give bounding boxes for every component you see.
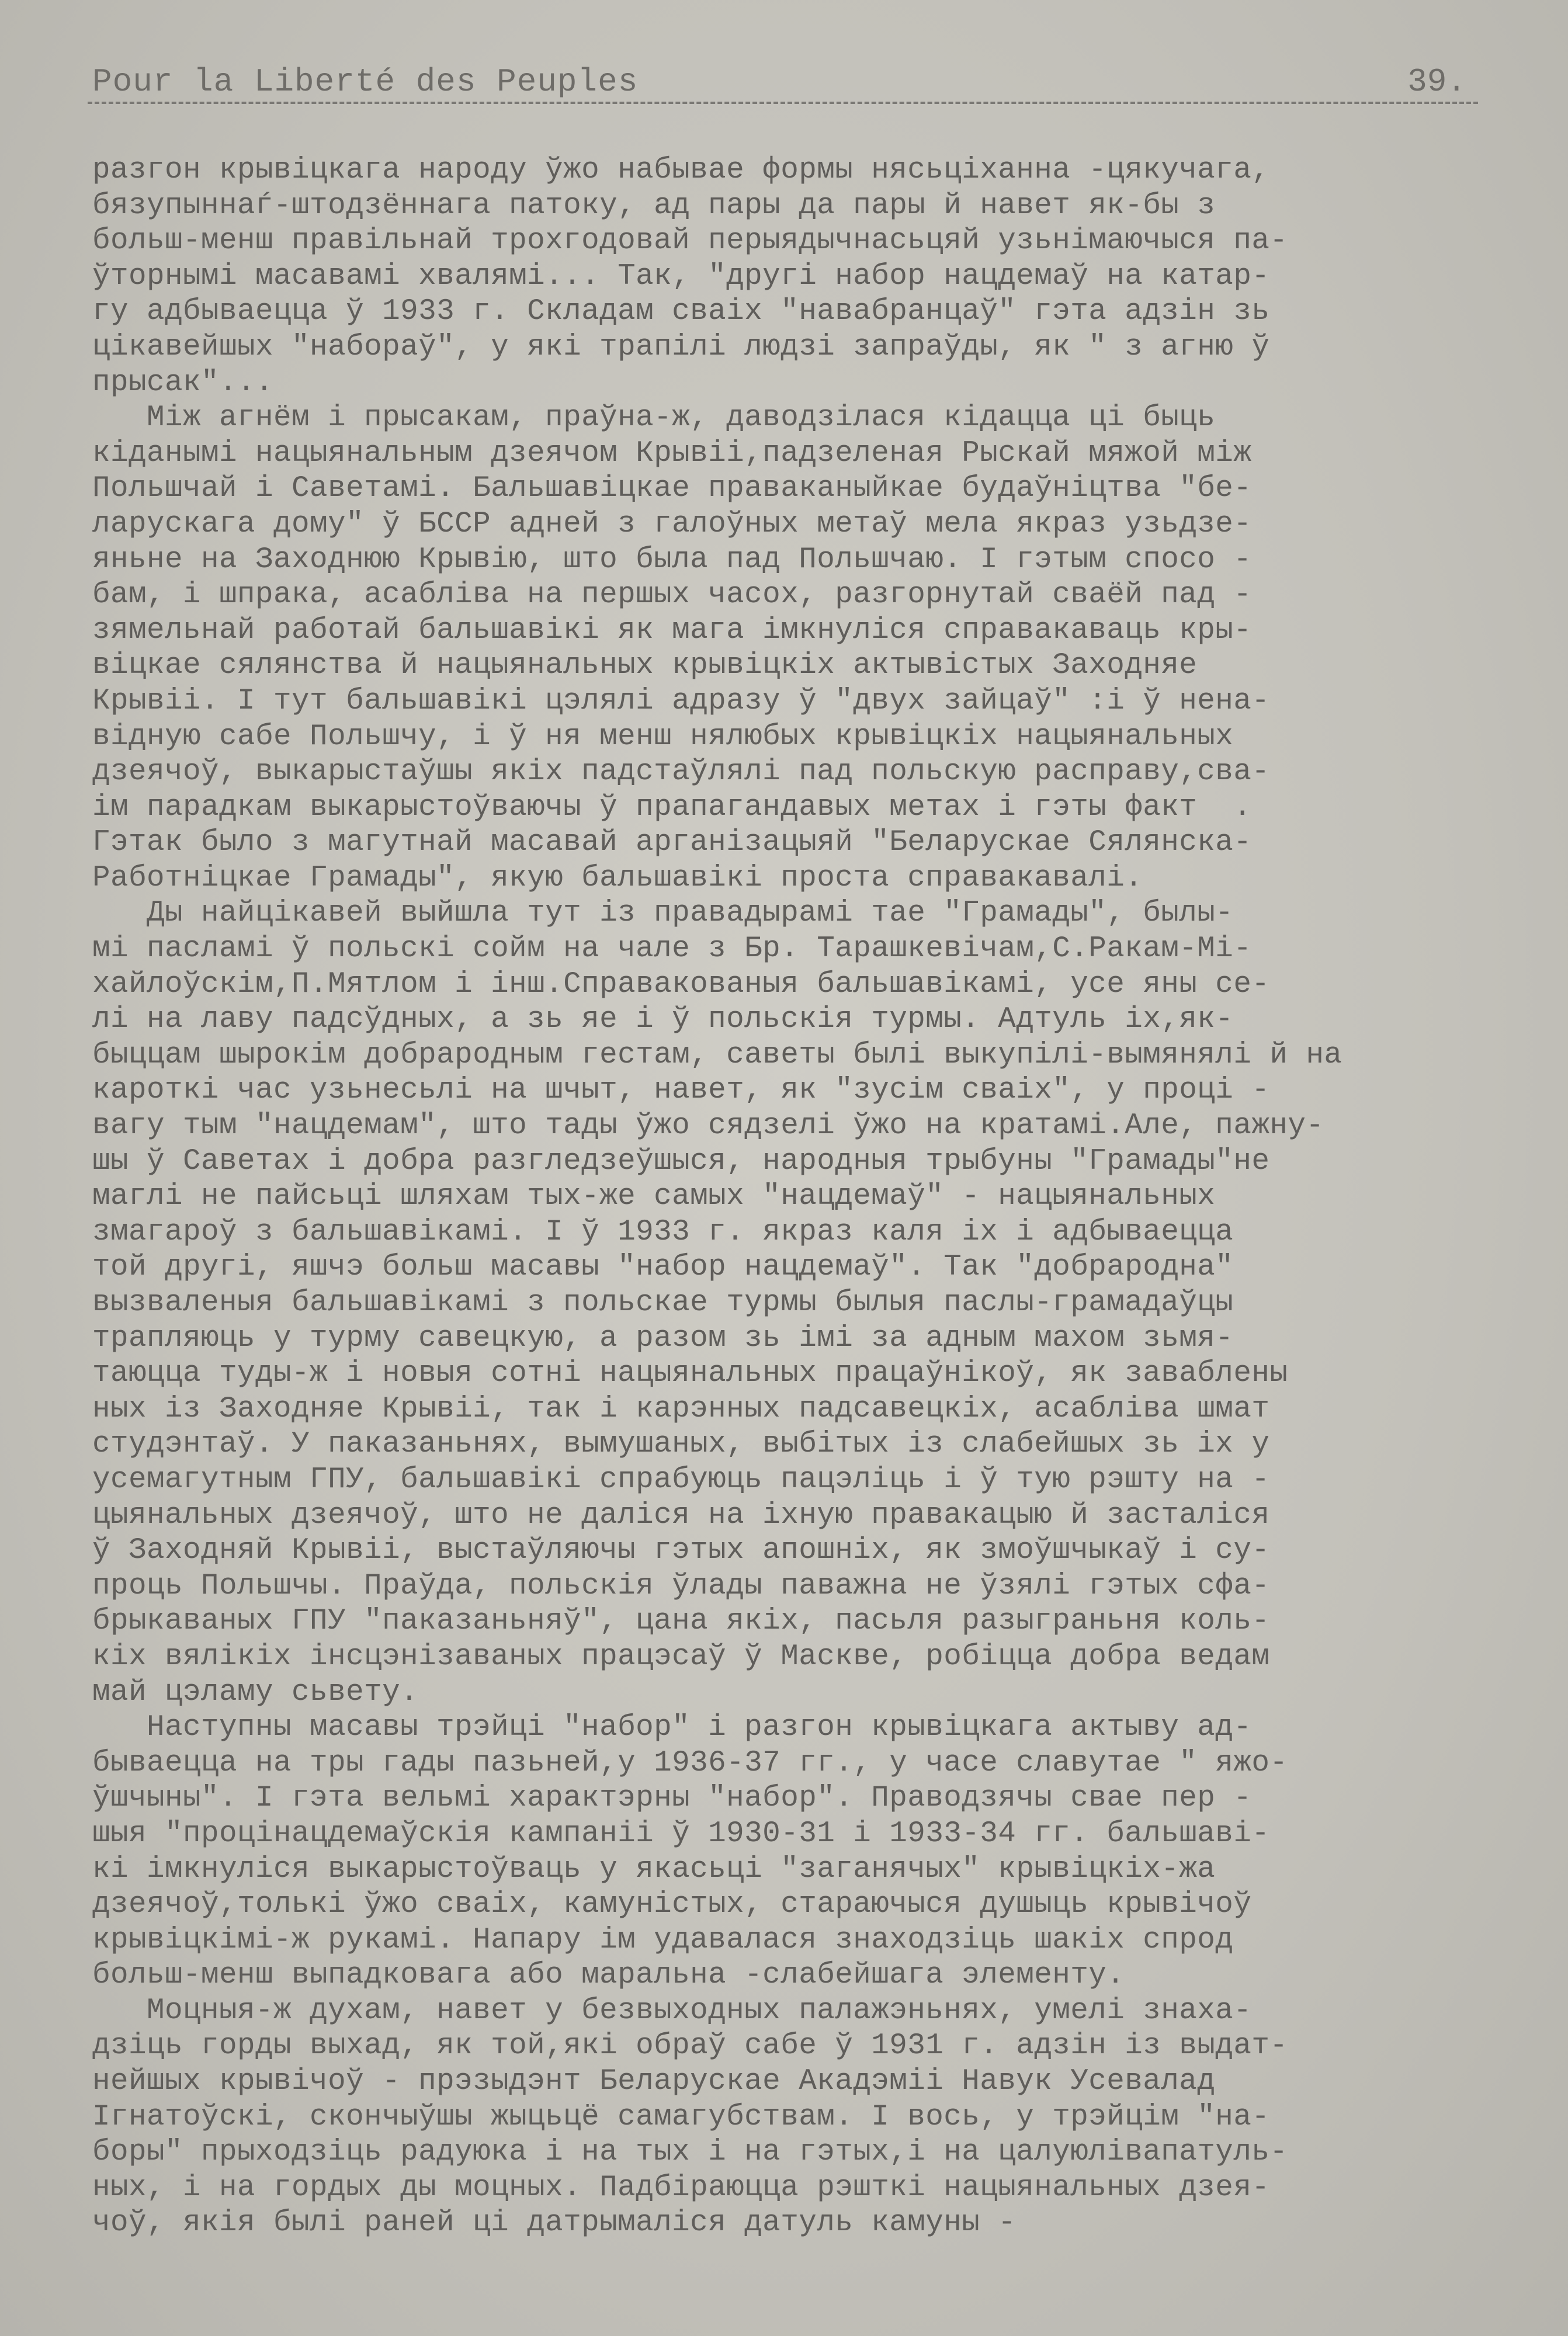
text-line: дзіць горды выхад, як той,які обраў сабе ў 1931 г. адзін із выдат- [92,2029,1288,2063]
text-line: нейшых крывічоў - прэзыдэнт Беларускае Акадэміі Навук Усевалад [92,2065,1216,2099]
text-line: вызваленыя бальшавікамі з польскае турмы былыя паслы-грамадаўцы [92,1286,1234,1320]
text-line: боры" прыходзіць радуюка і на тых і на гэтых,і на цалуюлівапатуль- [92,2136,1288,2170]
text-line: Ігнатоўскі, скончыўшы жыцьцё самагубствам. І вось, у трэйцім "на- [92,2100,1270,2134]
text-line: Між агнём і прысакам, праўна-ж, даводзілася кідацца ці быць [92,401,1216,435]
text-line: брыкаваных ГПУ "паказаньняў", цана якіх, пасьля разыграньня коль- [92,1605,1270,1639]
text-line: прысак"... [92,366,274,400]
text-line: шыя "процінацдемаўскія кампаніі ў 1930-31 і 1933-34 гг. бальшаві- [92,1817,1270,1851]
text-line: Крывіі. І тут бальшавікі цэлялі адразу ў "двух зайцаў" :і ў нена- [92,684,1270,718]
text-line: ларускага дому" ў БССР адней з галоўных метаў мела якраз узьдзе- [92,507,1252,541]
text-line: ім парадкам выкарыстоўваючы ў прапагандавых метах і гэты факт . [92,790,1252,824]
text-line: бываецца на тры гады пазьней,у 1936-37 гг., у часе славутае " яжо- [92,1746,1288,1780]
text-line: дзеячоў,толькі ўжо сваіх, камуністых, стараючыся душыць крывічоў [92,1888,1252,1922]
text-line: усемагутным ГПУ, бальшавікі спрабуюць пацэліць і ў тую рэшту на - [92,1463,1270,1497]
text-line: хайлоўскім,П.Мятлом і інш.Справакованыя бальшавікамі, усе яны се- [92,967,1270,1001]
text-line: бязупыннаѓ-штодзённага патоку, ад пары да пары й навет як-бы з [92,189,1216,223]
text-line: больш-менш выпадковага або маральна -слабейшага элементу. [92,1959,1125,1993]
text-line: вагу тым "нацдемам", што тады ўжо сядзелі ўжо на кратамі.Але, пажну- [92,1109,1324,1143]
text-line: Гэтак было з магутнай масавай арганізацыяй "Беларускае Сялянска- [92,826,1252,860]
text-line: шы ў Саветах і добра разгледзеўшыся, народныя трыбуны "Грамады"не [92,1144,1270,1178]
text-line: ў Заходняй Крывіі, выстаўляючы гэтых апошніх, як змоўшчыкаў і су- [92,1534,1270,1568]
text-line: ўшчыны". І гэта вельмі характэрны "набор". Праводзячы свае пер - [92,1782,1252,1816]
text-line: чоў, якія былі раней ці датрымаліся датуль камуны - [92,2206,1017,2240]
text-line: ўторнымі масавамі хвалямі... Так, "другі набор нацдемаў на катар- [92,259,1270,293]
text-line: Наступны масавы трэйці "набор" і разгон крывіцкага актыву ад- [92,1711,1252,1745]
journal-title: Pour la Liberté des Peuples [92,63,639,100]
page-number: 39. [1407,63,1466,100]
text-line: цікавейшых "набораў", у які трапілі людзі запраўды, як " з агню ў [92,330,1270,364]
text-line: трапляюць у турму савецкую, а разом зь імі за адным махом зьмя- [92,1321,1234,1355]
text-line: Ды найцікавей выйшла тут із правадырамі тае "Грамады", былы- [92,897,1234,931]
text-line: кіданымі нацыянальным дзеячом Крывіі,падзеленая Рыскай мяжой між [92,436,1252,470]
text-line: проць Польшчы. Праўда, польскія ўлады паважна не ўзялі гэтых сфа- [92,1569,1270,1603]
text-line: кі імкнуліся выкарыстоўваць у якасьці "заганячых" крывіцкіх-жа [92,1852,1216,1886]
text-line: быццам шырокім добрародным гестам, саветы былі выкупілі-вымянялі й на [92,1038,1342,1072]
article-body [92,153,1483,2241]
text-line: той другі, яшчэ больш масавы "набор нацдемаў". Так "добрародна" [92,1251,1234,1285]
text-line: разгон крывіцкага народу ўжо набывае формы нясьціханна -цякучага, [92,154,1270,187]
text-line: Польшчай і Саветамі. Бальшавіцкае праваканыйкае будаўніцтва "бе- [92,472,1252,506]
text-line: лі на лаву падсўдных, а зь яе і ў польскія турмы. Адтуль іх,як- [92,1003,1234,1037]
text-line: зямельнай работай бальшавікі як мага імкнуліся справакаваць кры- [92,613,1252,647]
text-line: май цэламу сьвету. [92,1675,419,1709]
text-line: таюцца туды-ж і новыя сотні нацыянальных працаўнікоў, як заваблены [92,1357,1288,1391]
text-line: ных із Заходняе Крывіі, так і карэнных падсавецкіх, асабліва шмат [92,1392,1270,1426]
text-line: цыянальных дзеячоў, што не даліся на іхную правакацыю й засталіся [92,1498,1270,1532]
text-line: крывіцкімі-ж рукамі. Напару ім удавалася знаходзіць шакіх спрод [92,1923,1234,1957]
text-line: відную сабе Польшчу, і ў ня менш нялюбых крывіцкіх нацыянальных [92,720,1234,754]
text-line: віцкае сялянства й нацыянальных крывіцкіх актывістых Заходняе [92,649,1198,683]
text-line: кароткі час узьнесьлі на шчыт, навет, як "зусім сваіх", у процi - [92,1074,1270,1108]
text-line: Работніцкае Грамады", якую бальшавікі проста справакавалі. [92,861,1143,895]
text-line: Моцныя-ж духам, навет у безвыходных палажэньнях, умелі знаха- [92,1994,1252,2028]
text-line: бам, і шпрака, асабліва на першых часох, разгорнутай сваёй пад - [92,578,1252,612]
text-line: змагароў з бальшавікамі. І ў 1933 г. якраз каля іх і адбываецца [92,1215,1234,1249]
text-line: кіх вялікіх інсцэнізаваных працэсаў ў Маскве, робіцца добра ведам [92,1640,1270,1674]
running-header [88,63,1478,110]
text-line: мі пасламі ў польскі сойм на чале з Бр. Тарашкевічам,С.Ракам-Мі- [92,932,1252,966]
text-line: гу адбываецца ў 1933 г. Складам сваіх "навабранцаў" гэта адзін зь [92,295,1270,329]
text-line: ных, і на гордых ды моцных. Падбіраюцца рэшткі нацыянальных дзея- [92,2171,1270,2205]
header-dashed-rule [88,102,1478,104]
text-line: студэнтаў. У паказаньнях, вымушаных, выбітых із слабейшых зь іх у [92,1428,1270,1462]
text-line: дзеячоў, выкарыстаўшы якіх падстаўлялі пад польскую расправу,сва- [92,755,1270,789]
text-line: яньне на Заходнюю Крывію, што была пад Польшчаю. І гэтым спосо - [92,543,1252,577]
text-line: больш-менш правільнай трохгодовай перыядычнасьцяй узьнімаючыся па- [92,224,1288,258]
text-line: маглі не пайсьці шляхам тых-же самых "нацдемаў" - нацыянальных [92,1180,1216,1214]
